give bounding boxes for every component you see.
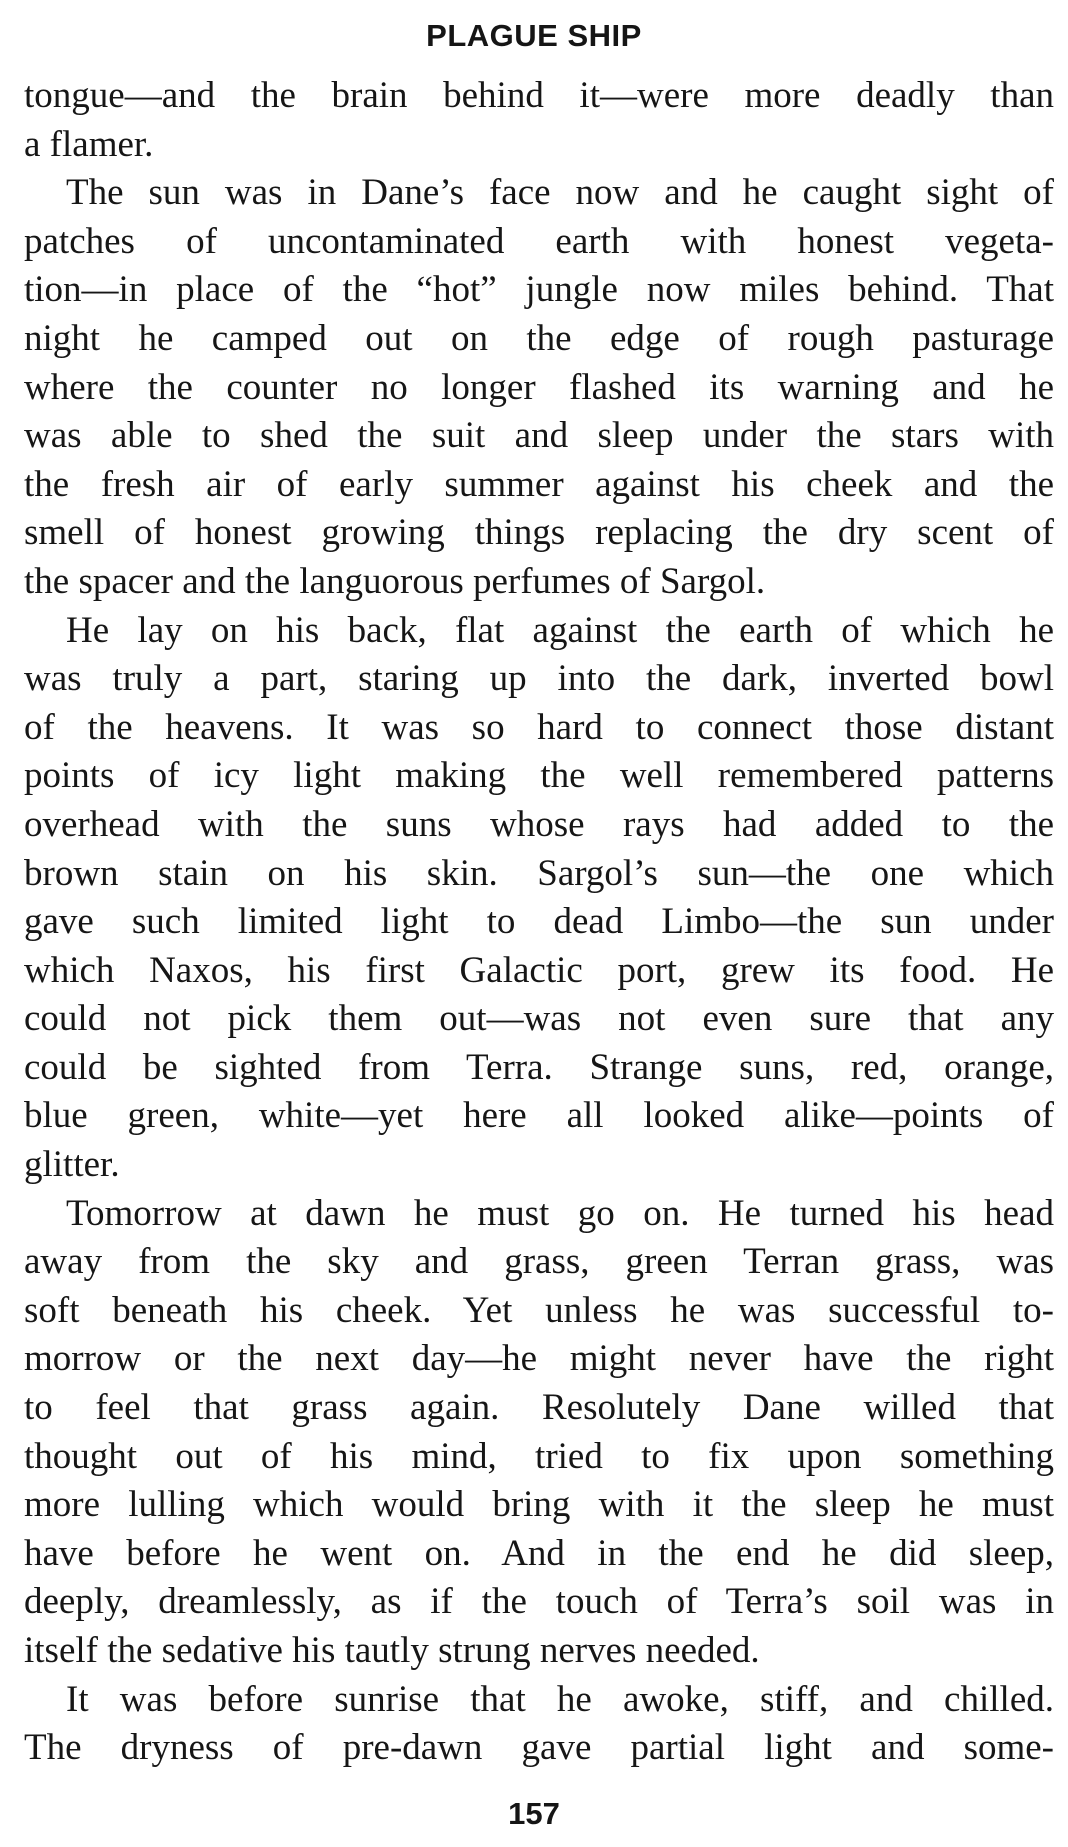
text-line: blue green, white—yet here all looked alike—points of: [24, 1095, 1054, 1137]
text-line: deeply, dreamlessly, as if the touch of Terra’s soil was in: [24, 1581, 1054, 1623]
text-line: more lulling which would bring with it the sleep he must: [24, 1484, 1054, 1526]
text-line: where the counter no longer flashed its warning and he: [24, 366, 1054, 408]
text-line: could be sighted from Terra. Strange suns, red, orange,: [24, 1046, 1054, 1088]
text-line: brown stain on his skin. Sargol’s sun—the one which: [24, 852, 1054, 894]
text-line: which Naxos, his first Galactic port, grew its food. He: [24, 949, 1054, 991]
text-line: to feel that grass again. Resolutely Dane willed that: [24, 1387, 1054, 1429]
text-line: The sun was in Dane’s face now and he caught sight of: [66, 172, 1054, 214]
text-line: was truly a part, staring up into the dark, inverted bowl: [24, 658, 1054, 700]
text-line: was able to shed the suit and sleep under the stars with: [24, 415, 1054, 457]
text-line: of the heavens. It was so hard to connect those distant: [24, 706, 1054, 748]
text-line: patches of uncontaminated earth with honest vegeta-: [24, 220, 1054, 262]
page-number: 157: [508, 1796, 560, 1831]
text-line: soft beneath his cheek. Yet unless he was successful to-: [24, 1289, 1054, 1331]
text-line: could not pick them out—was not even sure that any: [24, 998, 1054, 1040]
text-line: gave such limited light to dead Limbo—the sun under: [24, 901, 1054, 943]
text-line: the fresh air of early summer against his cheek and the: [24, 463, 1054, 505]
text-line: itself the sedative his tautly strung nerves needed.: [24, 1630, 760, 1671]
text-line: thought out of his mind, tried to fix upon something: [24, 1435, 1054, 1477]
text-line: tongue—and the brain behind it—were more deadly than: [24, 75, 1054, 116]
text-line: have before he went on. And in the end he did sleep,: [24, 1532, 1054, 1574]
text-line: points of icy light making the well remembered patterns: [24, 755, 1054, 797]
text-line: overhead with the suns whose rays had added to the: [24, 803, 1054, 845]
text-line: morrow or the next day—he might never have the right: [24, 1338, 1054, 1380]
running-title: PLAGUE SHIP: [426, 18, 642, 53]
text-line: night he camped out on the edge of rough pasturage: [24, 317, 1054, 359]
text-line: a flamer.: [24, 123, 154, 165]
text-line: It was before sunrise that he awoke, stiff, and chilled.: [66, 1678, 1054, 1720]
text-line: He lay on his back, flat against the earth of which he: [66, 609, 1054, 651]
text-line: smell of honest growing things replacing the dry scent of: [24, 512, 1054, 554]
text-line: glitter.: [24, 1144, 120, 1186]
text-line: The dryness of pre-dawn gave partial light and some-: [24, 1727, 1054, 1769]
body-text: [24, 72, 1054, 1773]
text-line: away from the sky and grass, green Terran grass, was: [24, 1241, 1054, 1283]
text-line: the spacer and the languorous perfumes of Sargol.: [24, 560, 766, 602]
text-line: Tomorrow at dawn he must go on. He turned his head: [66, 1192, 1054, 1234]
text-line: tion—in place of the “hot” jungle now miles behind. That: [24, 269, 1054, 311]
